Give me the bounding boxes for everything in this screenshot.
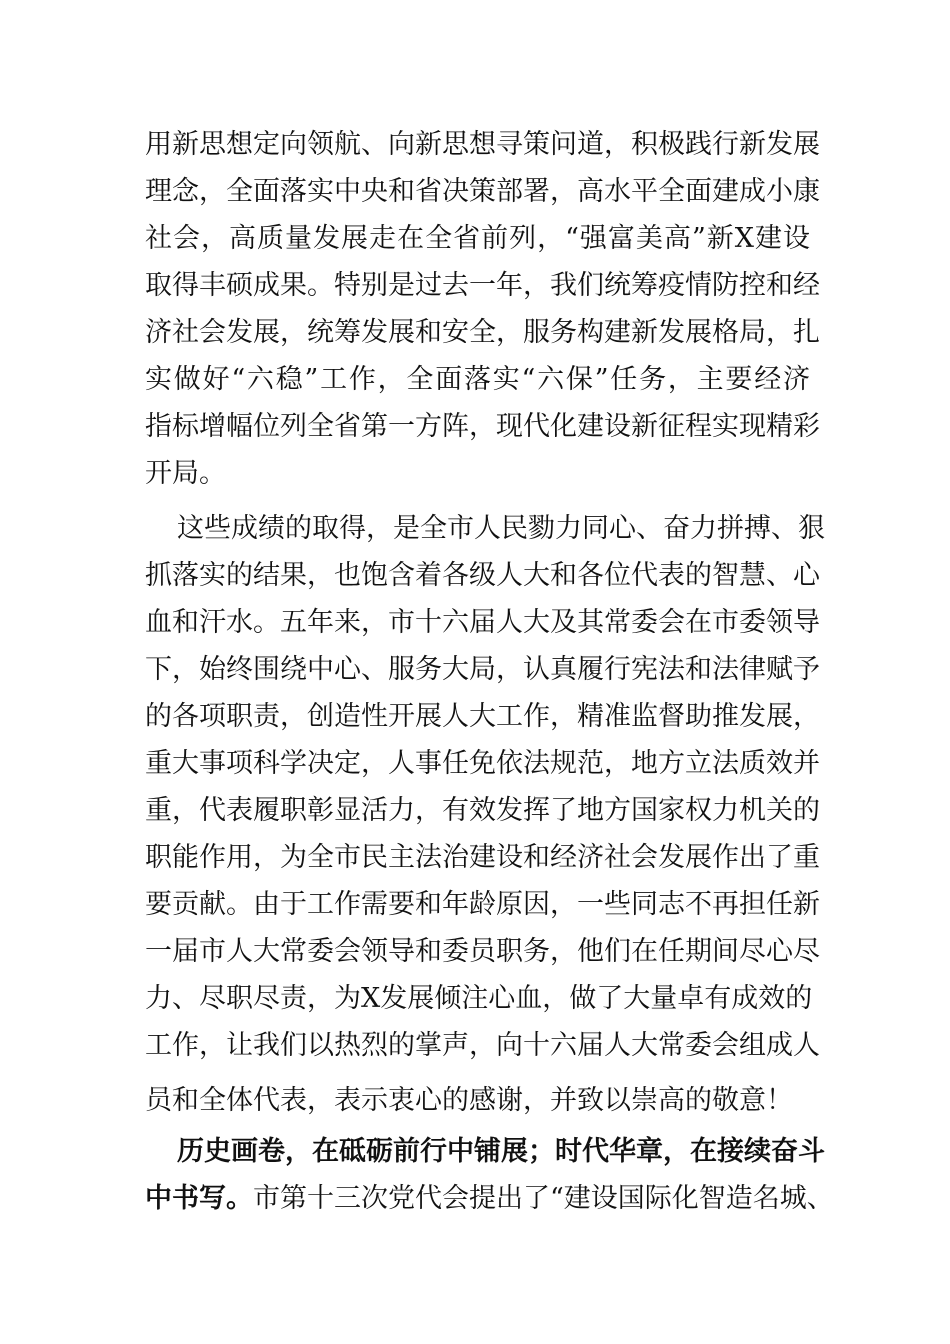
text-line: 开局。 (145, 458, 226, 489)
mixed-text-line (145, 1175, 834, 1222)
text-line: 理念，全面落实中央和省决策部署，高水平全面建成小康 (145, 176, 820, 207)
text-line: 员和全体代表，表示衷心的感谢，并致以崇高的敬意！ (145, 1085, 793, 1116)
text-line: 力、尽职尽责，为X发展倾注心血，做了大量卓有成效的 (145, 983, 813, 1014)
text-line: 工作，让我们以热烈的掌声，向十六届人大常委会组成人 (145, 1030, 820, 1061)
text-phrase: 市第十三次党代会提出了“建设国际化智造名城、 (253, 1183, 834, 1214)
text-line: 的各项职责，创造性开展人大工作，精准监督助推发展， (145, 701, 820, 732)
text-line: 这些成绩的取得，是全市人民勠力同心、奋力拼搏、狠 (177, 513, 825, 544)
text-line: 用新思想定向领航、向新思想寻策问道，积极践行新发展 (145, 129, 820, 160)
bold-phrase: 中书写。 (145, 1183, 253, 1214)
text-line: 实做好“六稳”工作，全面落实“六保”任务，主要经济 (145, 364, 810, 395)
text-line: 职能作用，为全市民主法治建设和经济社会发展作出了重 (145, 842, 820, 873)
text-line: 重，代表履职彰显活力，有效发挥了地方国家权力机关的 (145, 795, 820, 826)
text-line: 抓落实的结果，也饱含着各级人大和各位代表的智慧、心 (145, 560, 820, 591)
text-line: 一届市人大常委会领导和委员职务，他们在任期间尽心尽 (145, 936, 820, 967)
text-line: 要贡献。由于工作需要和年龄原因，一些同志不再担任新 (145, 889, 820, 920)
text-line: 下，始终围绕中心、服务大局，认真履行宪法和法律赋予 (145, 654, 820, 685)
text-line: 取得丰硕成果。特别是过去一年，我们统筹疫情防控和经 (145, 270, 820, 301)
text-line: 济社会发展，统筹发展和安全，服务构建新发展格局，扎 (145, 317, 820, 348)
bold-heading-line: 历史画卷，在砥砺前行中铺展；时代华章，在接续奋斗 (177, 1136, 825, 1167)
text-line: 重大事项科学决定，人事任免依法规范，地方立法质效并 (145, 748, 820, 779)
text-line: 血和汗水。五年来，市十六届人大及其常委会在市委领导 (145, 607, 820, 638)
text-line: 指标增幅位列全省第一方阵，现代化建设新征程实现精彩 (145, 411, 820, 442)
text-line: 社会，高质量发展走在全省前列，“强富美高”新X建设 (145, 223, 810, 254)
